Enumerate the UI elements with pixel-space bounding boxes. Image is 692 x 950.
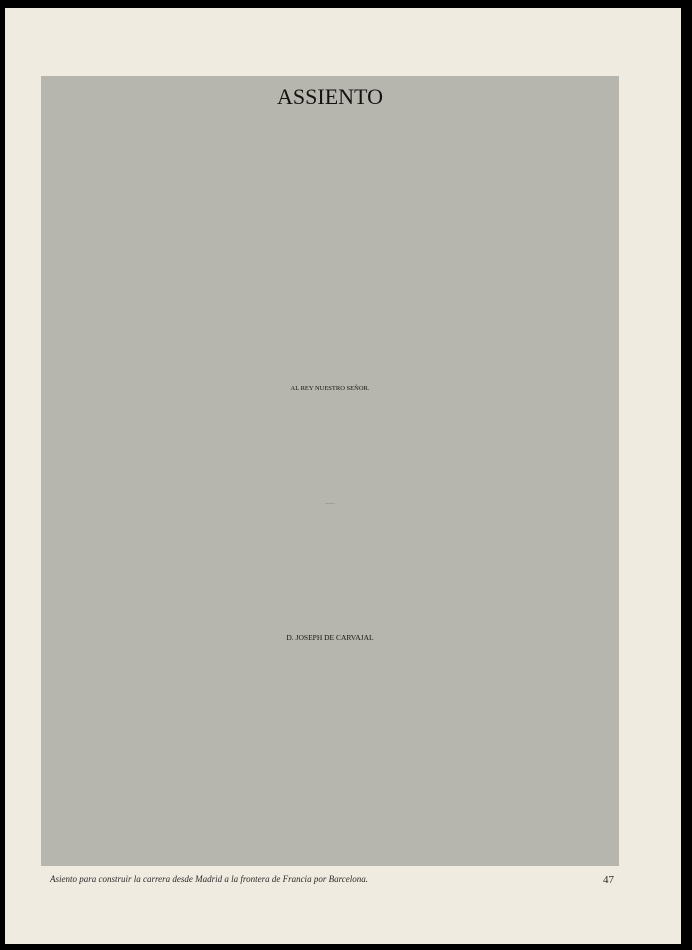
page-number: 47 [603,874,614,886]
title-line-aprobado: APROBADO POR S. M. [325,504,335,505]
book-page [5,8,681,944]
title-line-carvajal: D. JOSEPH DE CARVAJAL [286,633,374,642]
title-line-rey: AL REY NUESTRO SEÑOR. [290,385,370,392]
figure-caption: Asiento para construir la carrera desde Madrid a la frontera de Francia por Barcelona. [50,874,368,884]
title-page-plate [41,76,619,866]
title-line-assiento: ASSIENTO [277,84,383,109]
